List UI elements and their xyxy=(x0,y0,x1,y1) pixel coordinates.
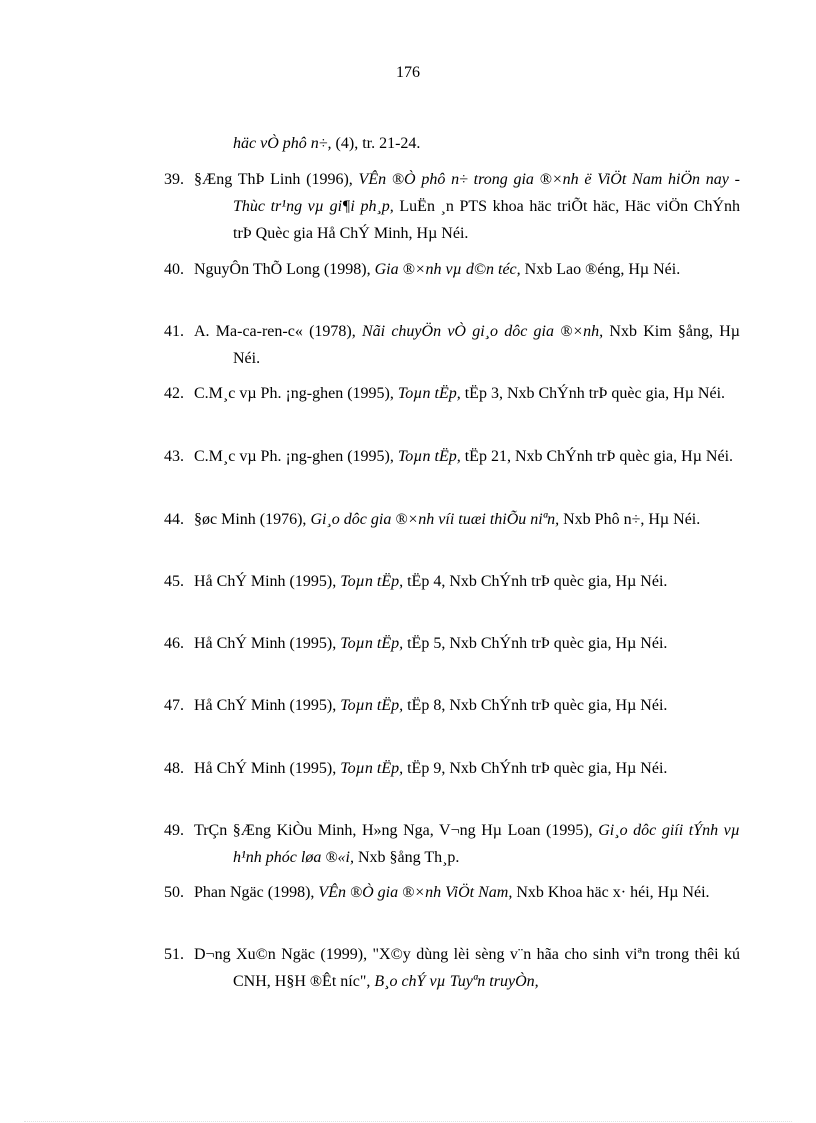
reference-text xyxy=(194,817,740,871)
reference-publisher: tËp 8, Nxb ChÝnh trÞ quèc gia, Hµ Néi. xyxy=(403,697,668,714)
reference-publisher: Nxb Phô n÷, Hµ Néi. xyxy=(559,511,701,528)
footer-divider xyxy=(24,1121,792,1122)
reference-publisher: tËp 4, Nxb ChÝnh trÞ quèc gia, Hµ Néi. xyxy=(403,573,668,590)
reference-item xyxy=(150,817,740,871)
reference-number: 43. xyxy=(164,448,184,465)
reference-number: 42. xyxy=(164,385,184,402)
reference-author-year: Hå ChÝ Minh (1995), xyxy=(194,573,341,590)
reference-number: 45. xyxy=(164,573,184,590)
reference-publisher: Nxb §ång Th¸p. xyxy=(353,849,460,866)
reference-text xyxy=(194,166,740,247)
reference-item xyxy=(150,506,740,533)
continuation-rest: (4), tr. 21-24. xyxy=(331,135,421,152)
reference-author-year: C.M¸c vµ Ph. ¡ng-ghen (1995), xyxy=(194,448,398,465)
reference-item xyxy=(150,630,740,657)
reference-item xyxy=(150,755,740,782)
reference-publisher: Nxb Khoa häc x· héi, Hµ Néi. xyxy=(512,884,710,901)
reference-text xyxy=(194,256,740,283)
reference-item xyxy=(150,568,740,595)
reference-title: B¸o chÝ vµ Tuyªn truyÒn, xyxy=(374,973,539,990)
reference-publisher: tËp 3, Nxb ChÝnh trÞ quèc gia, Hµ Néi. xyxy=(460,385,726,402)
reference-author-year: §øc Minh (1976), xyxy=(194,511,311,528)
reference-number: 46. xyxy=(164,635,184,652)
reference-publisher: LuËn ¸n PTS khoa häc triÕt häc, Häc viÖn ChÝnh trÞ Quèc gia Hå ChÝ Minh, Hµ Néi. xyxy=(233,198,741,242)
reference-continuation xyxy=(233,130,740,157)
reference-publisher: Nxb Kim §ång, Hµ Néi. xyxy=(233,323,740,367)
reference-title: Gia ®×nh vµ d©n téc, xyxy=(374,261,521,278)
reference-text xyxy=(194,506,740,533)
reference-title: Toµn tËp, xyxy=(397,448,461,465)
reference-text xyxy=(194,380,740,407)
reference-title: Gi¸o dôc giíi tÝnh vµ h¹nh phóc løa ®«i, xyxy=(233,822,740,866)
reference-publisher: tËp 21, Nxb ChÝnh trÞ quèc gia, Hµ Néi. xyxy=(460,448,734,465)
reference-number: 39. xyxy=(164,171,184,188)
reference-author-year: D¬ng Xu©n Ngäc (1999), "X©y dùng lèi sèng v¨n hãa cho sinh viªn trong thêi kú CNH, H§H ®Êt níc", xyxy=(194,946,740,990)
reference-author-year: Hå ChÝ Minh (1995), xyxy=(194,697,341,714)
reference-title: Toµn tËp, xyxy=(397,385,461,402)
reference-title: Toµn tËp, xyxy=(340,760,404,777)
reference-number: 50. xyxy=(164,884,184,901)
reference-item xyxy=(150,318,740,372)
reference-text xyxy=(194,318,740,372)
reference-text xyxy=(194,941,740,995)
reference-publisher: tËp 5, Nxb ChÝnh trÞ quèc gia, Hµ Néi. xyxy=(403,635,668,652)
reference-number: 49. xyxy=(164,822,184,839)
reference-publisher: Nxb Lao ®éng, Hµ Néi. xyxy=(520,261,681,278)
reference-number: 51. xyxy=(164,946,184,963)
reference-author-year: A. Ma-ca-ren-c« (1978), xyxy=(194,323,362,340)
reference-item xyxy=(150,692,740,719)
reference-author-year: Phan Ngäc (1998), xyxy=(194,884,319,901)
reference-title: Nãi chuyÖn vÒ gi¸o dôc gia ®×nh, xyxy=(361,323,604,340)
reference-author-year: C.M¸c vµ Ph. ¡ng-ghen (1995), xyxy=(194,385,398,402)
reference-author-year: NguyÔn ThÕ Long (1998), xyxy=(194,261,375,278)
reference-item xyxy=(150,879,740,906)
reference-title: Gi¸o dôc gia ®×nh víi tuæi thiÕu niªn, xyxy=(310,511,560,528)
continuation-title: häc vÒ phô n÷, xyxy=(233,135,332,152)
reference-author-year: §Æng ThÞ Linh (1996), xyxy=(194,171,359,188)
reference-item xyxy=(150,443,740,470)
reference-author-year: Hå ChÝ Minh (1995), xyxy=(194,760,341,777)
reference-text xyxy=(194,879,740,906)
reference-text xyxy=(194,630,740,657)
reference-item xyxy=(150,256,740,283)
reference-text xyxy=(194,692,740,719)
reference-title: Toµn tËp, xyxy=(340,573,404,590)
reference-publisher: tËp 9, Nxb ChÝnh trÞ quèc gia, Hµ Néi. xyxy=(403,760,668,777)
reference-item xyxy=(150,166,740,247)
reference-number: 40. xyxy=(164,261,184,278)
reference-number: 44. xyxy=(164,511,184,528)
reference-text xyxy=(194,568,740,595)
reference-author-year: Hå ChÝ Minh (1995), xyxy=(194,635,341,652)
reference-author-year: TrÇn §Æng KiÒu Minh, H»ng Nga, V¬ng Hµ Loan (1995), xyxy=(194,822,599,839)
reference-number: 48. xyxy=(164,760,184,777)
reference-title: VÊn ®Ò gia ®×nh ViÖt Nam, xyxy=(318,884,513,901)
reference-text xyxy=(194,755,740,782)
reference-item xyxy=(150,941,740,995)
page-number: 176 xyxy=(396,64,420,81)
reference-title: Toµn tËp, xyxy=(340,697,404,714)
reference-text xyxy=(194,443,740,470)
reference-title: VÊn ®Ò phô n÷ trong gia ®×nh ë ViÖt Nam hiÖn nay - Thùc tr¹ng vµ gi¶i ph¸p, xyxy=(233,171,741,215)
reference-number: 41. xyxy=(164,323,184,340)
reference-item xyxy=(150,380,740,407)
reference-number: 47. xyxy=(164,697,184,714)
reference-title: Toµn tËp, xyxy=(340,635,404,652)
